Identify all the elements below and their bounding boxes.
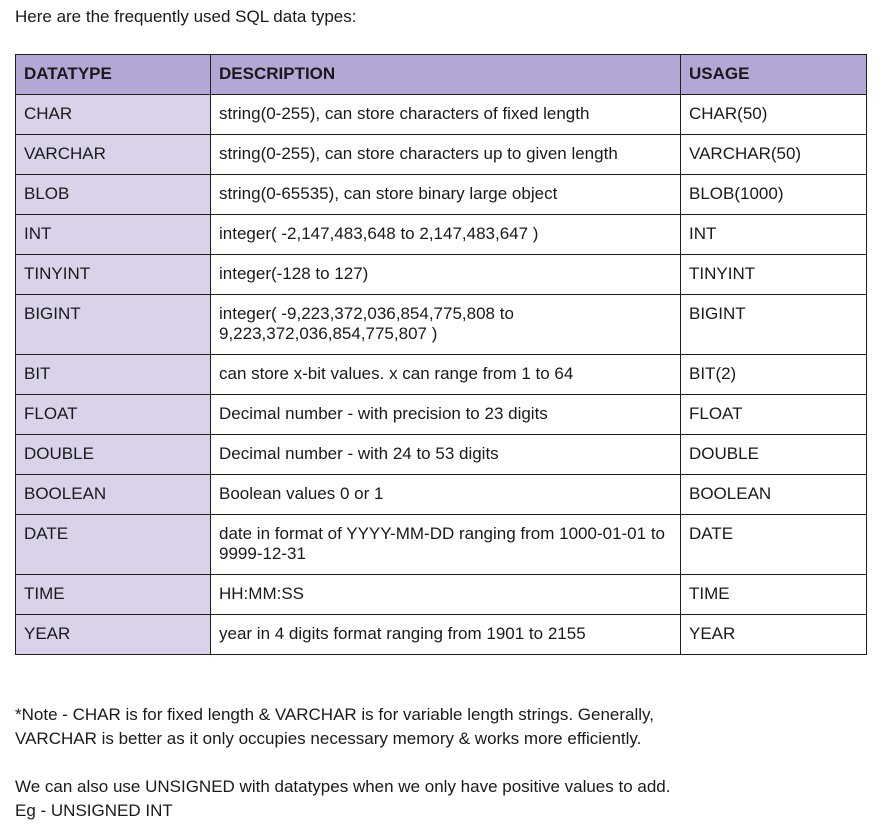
unsigned-line-2: Eg - UNSIGNED INT — [15, 801, 173, 820]
datatype-cell: BIT — [16, 355, 211, 395]
datatype-cell: BIGINT — [16, 295, 211, 355]
table-header-row — [16, 55, 867, 95]
table-row — [16, 575, 867, 615]
header-usage: USAGE — [681, 55, 867, 95]
table-row — [16, 255, 867, 295]
description-cell: string(0-65535), can store binary large object — [211, 175, 681, 215]
usage-cell: DOUBLE — [681, 435, 867, 475]
usage-cell: TINYINT — [681, 255, 867, 295]
description-cell: string(0-255), can store characters up to given length — [211, 135, 681, 175]
note-line-2: VARCHAR is better as it only occupies necessary memory & works more efficiently. — [15, 729, 642, 748]
datatype-cell: VARCHAR — [16, 135, 211, 175]
description-cell: year in 4 digits format ranging from 1901 to 2155 — [211, 615, 681, 655]
table-row — [16, 475, 867, 515]
table-row — [16, 175, 867, 215]
spacer — [15, 751, 855, 775]
datatype-cell: TINYINT — [16, 255, 211, 295]
header-description: DESCRIPTION — [211, 55, 681, 95]
table-row — [16, 355, 867, 395]
datatype-cell: CHAR — [16, 95, 211, 135]
table-row — [16, 395, 867, 435]
usage-cell: VARCHAR(50) — [681, 135, 867, 175]
datatype-cell: INT — [16, 215, 211, 255]
description-cell: Boolean values 0 or 1 — [211, 475, 681, 515]
description-cell: integer(-128 to 127) — [211, 255, 681, 295]
description-cell: Decimal number - with precision to 23 digits — [211, 395, 681, 435]
table-row — [16, 215, 867, 255]
note-line-1: *Note - CHAR is for fixed length & VARCHAR is for variable length strings. Generally, — [15, 705, 655, 724]
table-row — [16, 435, 867, 475]
usage-cell: TIME — [681, 575, 867, 615]
usage-cell: BIT(2) — [681, 355, 867, 395]
datatype-cell: BOOLEAN — [16, 475, 211, 515]
datatype-cell: FLOAT — [16, 395, 211, 435]
sql-datatypes-table — [15, 54, 867, 655]
datatype-cell: DATE — [16, 515, 211, 575]
usage-cell: BLOB(1000) — [681, 175, 867, 215]
datatype-cell: DOUBLE — [16, 435, 211, 475]
usage-cell: FLOAT — [681, 395, 867, 435]
description-cell: HH:MM:SS — [211, 575, 681, 615]
unsigned-line-1: We can also use UNSIGNED with datatypes when we only have positive values to add. — [15, 777, 671, 796]
usage-cell: YEAR — [681, 615, 867, 655]
notes-section — [15, 703, 855, 823]
description-cell: Decimal number - with 24 to 53 digits — [211, 435, 681, 475]
usage-cell: CHAR(50) — [681, 95, 867, 135]
description-cell: integer( -9,223,372,036,854,775,808 to 9,223,372,036,854,775,807 ) — [211, 295, 681, 355]
datatype-cell: BLOB — [16, 175, 211, 215]
table-row — [16, 615, 867, 655]
description-cell: string(0-255), can store characters of fixed length — [211, 95, 681, 135]
intro-heading: Here are the frequently used SQL data types: — [15, 7, 357, 26]
description-cell: integer( -2,147,483,648 to 2,147,483,647 ) — [211, 215, 681, 255]
description-cell: date in format of YYYY-MM-DD ranging from 1000-01-01 to 9999-12-31 — [211, 515, 681, 575]
table-row — [16, 135, 867, 175]
table-row — [16, 515, 867, 575]
usage-cell: BOOLEAN — [681, 475, 867, 515]
table-row — [16, 95, 867, 135]
datatype-cell: TIME — [16, 575, 211, 615]
datatype-cell: YEAR — [16, 615, 211, 655]
usage-cell: INT — [681, 215, 867, 255]
header-datatype: DATATYPE — [16, 55, 211, 95]
table-row — [16, 295, 867, 355]
usage-cell: BIGINT — [681, 295, 867, 355]
usage-cell: DATE — [681, 515, 867, 575]
description-cell: can store x-bit values. x can range from 1 to 64 — [211, 355, 681, 395]
